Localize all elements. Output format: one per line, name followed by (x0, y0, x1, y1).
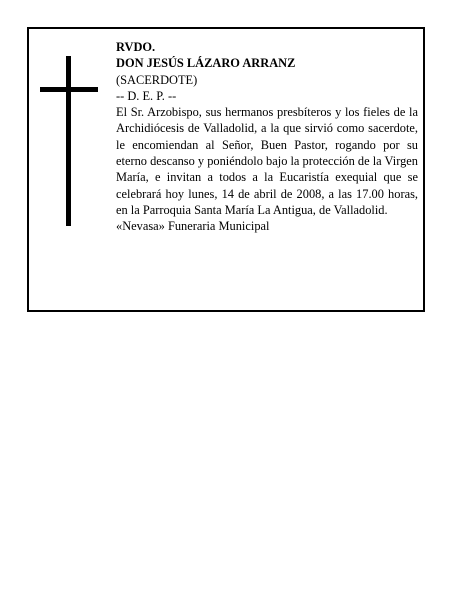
deceased-name: DON JESÚS LÁZARO ARRANZ (116, 56, 296, 71)
rest-in-peace: -- D. E. P. -- (116, 88, 177, 103)
funeral-home: «Nevasa» Funeraria Municipal (116, 219, 270, 234)
notice-body: El Sr. Arzobispo, sus hermanos presbíteros y los fieles de la Archidiócesis de Valladolid, a la que sirvió como sacerdote, le encomiendan al Señor, Buen Pastor, rogando por su eterno descanso y poniéndolo bajo la protección de la Virgen María, e invitan a todos a la Eucaristía exequial que se celebrará hoy lunes, 14 de abril de 2008, a las 17.00 horas, en la Parroquia Santa María La Antigua, de Valladolid. (116, 105, 418, 217)
obituary-notice (27, 27, 425, 312)
deceased-role: (SACERDOTE) (116, 72, 198, 87)
cross-vertical-bar (66, 56, 71, 226)
cross-horizontal-bar (40, 87, 98, 92)
notice-text-block (116, 39, 418, 235)
notice-title: RVDO. (116, 40, 156, 54)
